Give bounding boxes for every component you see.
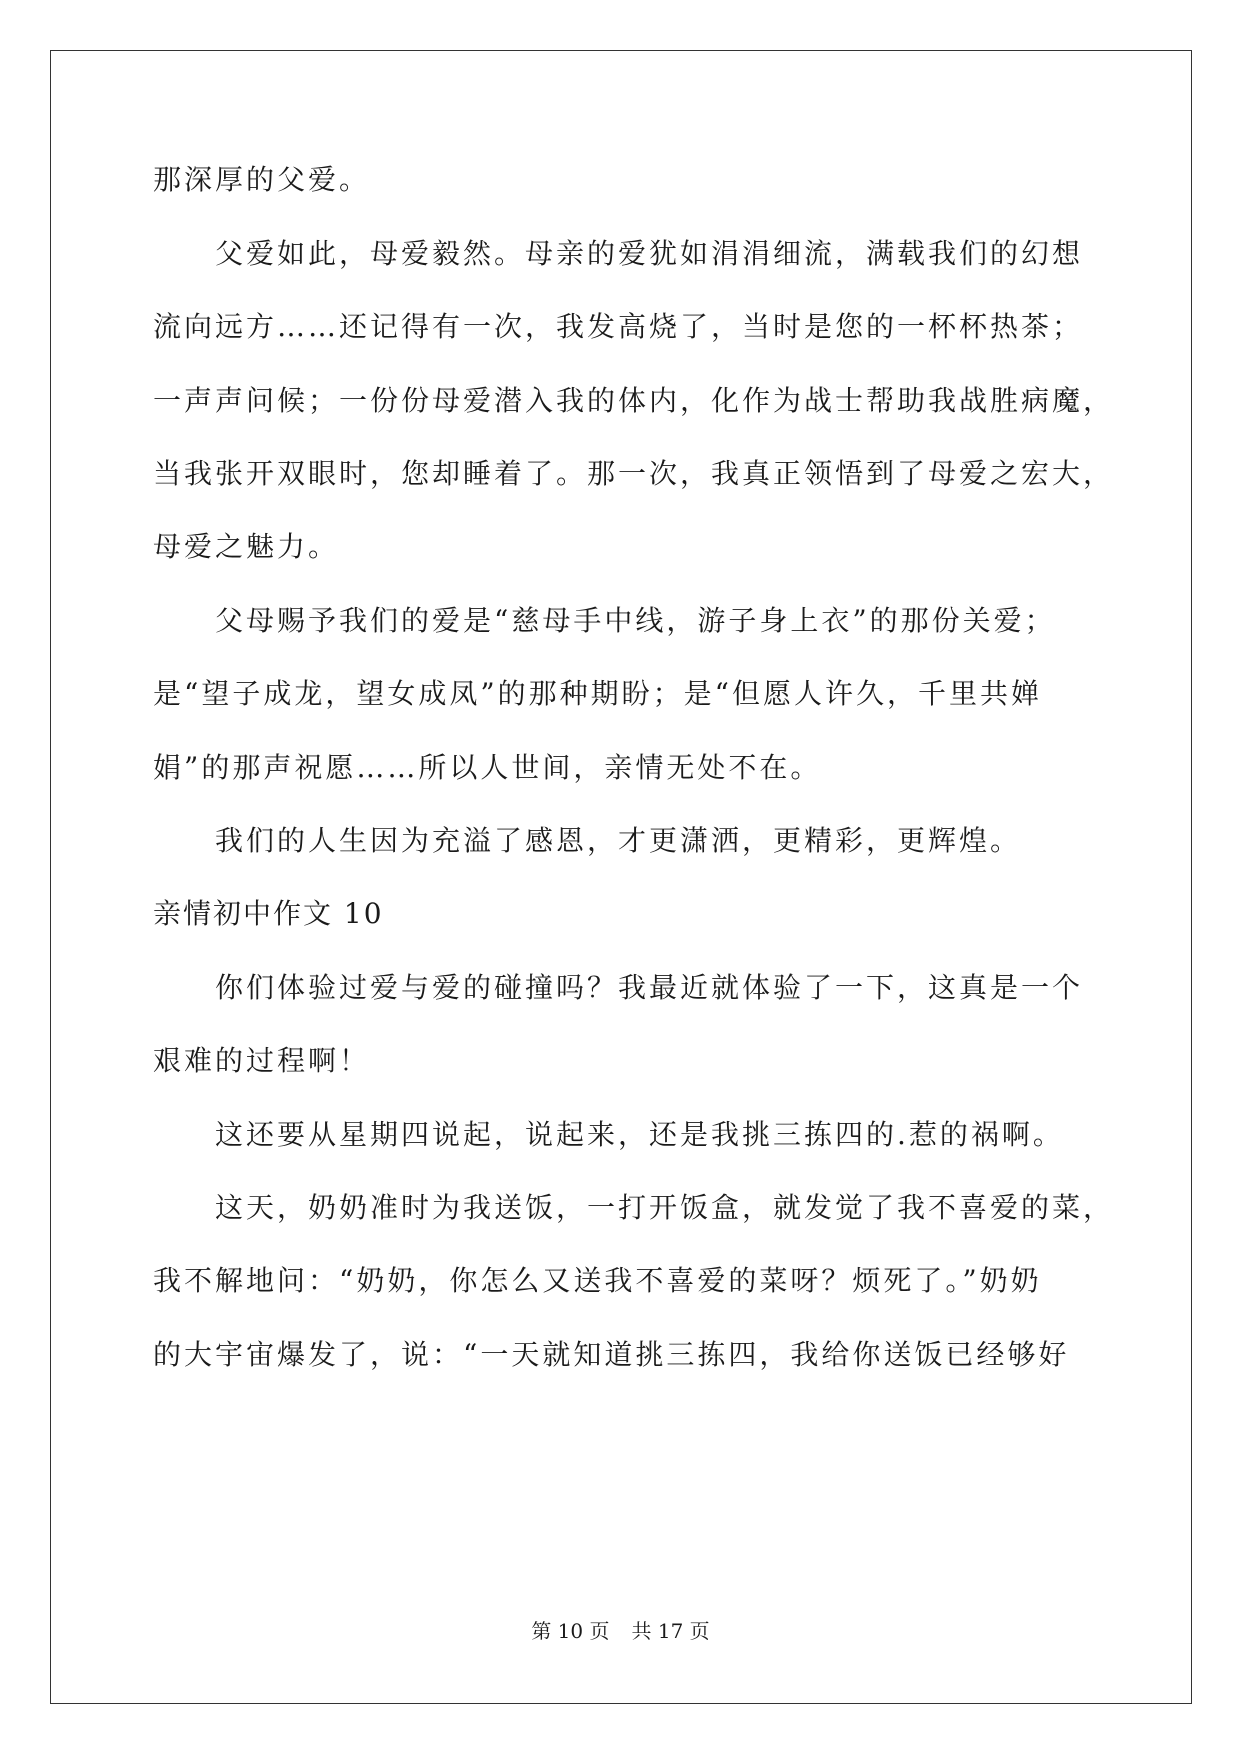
paragraph-line: 我不解地问：“奶奶，你怎么又送我不喜爱的菜呀？烦死了。”奶奶 (153, 1264, 1042, 1297)
page-number: 第 10 页 (531, 1619, 610, 1643)
page-footer (0, 1618, 1241, 1644)
paragraph-line: 一声声问候；一份份母爱潜入我的体内，化作为战士帮助我战胜病魔， (153, 384, 1115, 417)
page-border (50, 50, 1192, 1704)
paragraph-line: 是“望子成龙，望女成凤”的那种期盼；是“但愿人许久，千里共婵 (153, 677, 1042, 710)
paragraph-line: 我们的人生因为充溢了感恩，才更潇洒，更精彩，更辉煌。 (215, 824, 1022, 857)
section-heading: 亲情初中作文 10 (153, 897, 384, 930)
paragraph-line: 娟”的那声祝愿……所以人世间，亲情无处不在。 (153, 751, 822, 784)
paragraph-line: 你们体验过爱与爱的碰撞吗？我最近就体验了一下，这真是一个 (215, 971, 1084, 1004)
paragraph-line: 的大宇宙爆发了，说：“一天就知道挑三拣四，我给你送饭已经够好 (153, 1338, 1070, 1371)
paragraph-line: 这还要从星期四说起，说起来，还是我挑三拣四的.惹的祸啊。 (215, 1118, 1064, 1151)
paragraph-line: 流向远方……还记得有一次，我发高烧了，当时是您的一杯杯热茶； (153, 310, 1084, 343)
paragraph-line: 母爱之魅力。 (153, 530, 340, 563)
paragraph-line: 这天，奶奶准时为我送饭，一打开饭盒，就发觉了我不喜爱的菜， (215, 1191, 1115, 1224)
paragraph-line: 那深厚的父爱。 (153, 163, 371, 196)
paragraph-line: 当我张开双眼时，您却睡着了。那一次，我真正领悟到了母爱之宏大， (153, 457, 1115, 490)
paragraph-line: 父母赐予我们的爱是“慈母手中线，游子身上衣”的那份关爱； (215, 604, 1056, 637)
paragraph-line: 父爱如此，母爱毅然。母亲的爱犹如涓涓细流，满载我们的幻想 (215, 237, 1084, 270)
page-total: 共 17 页 (631, 1619, 710, 1643)
paragraph-line: 艰难的过程啊！ (153, 1044, 371, 1077)
